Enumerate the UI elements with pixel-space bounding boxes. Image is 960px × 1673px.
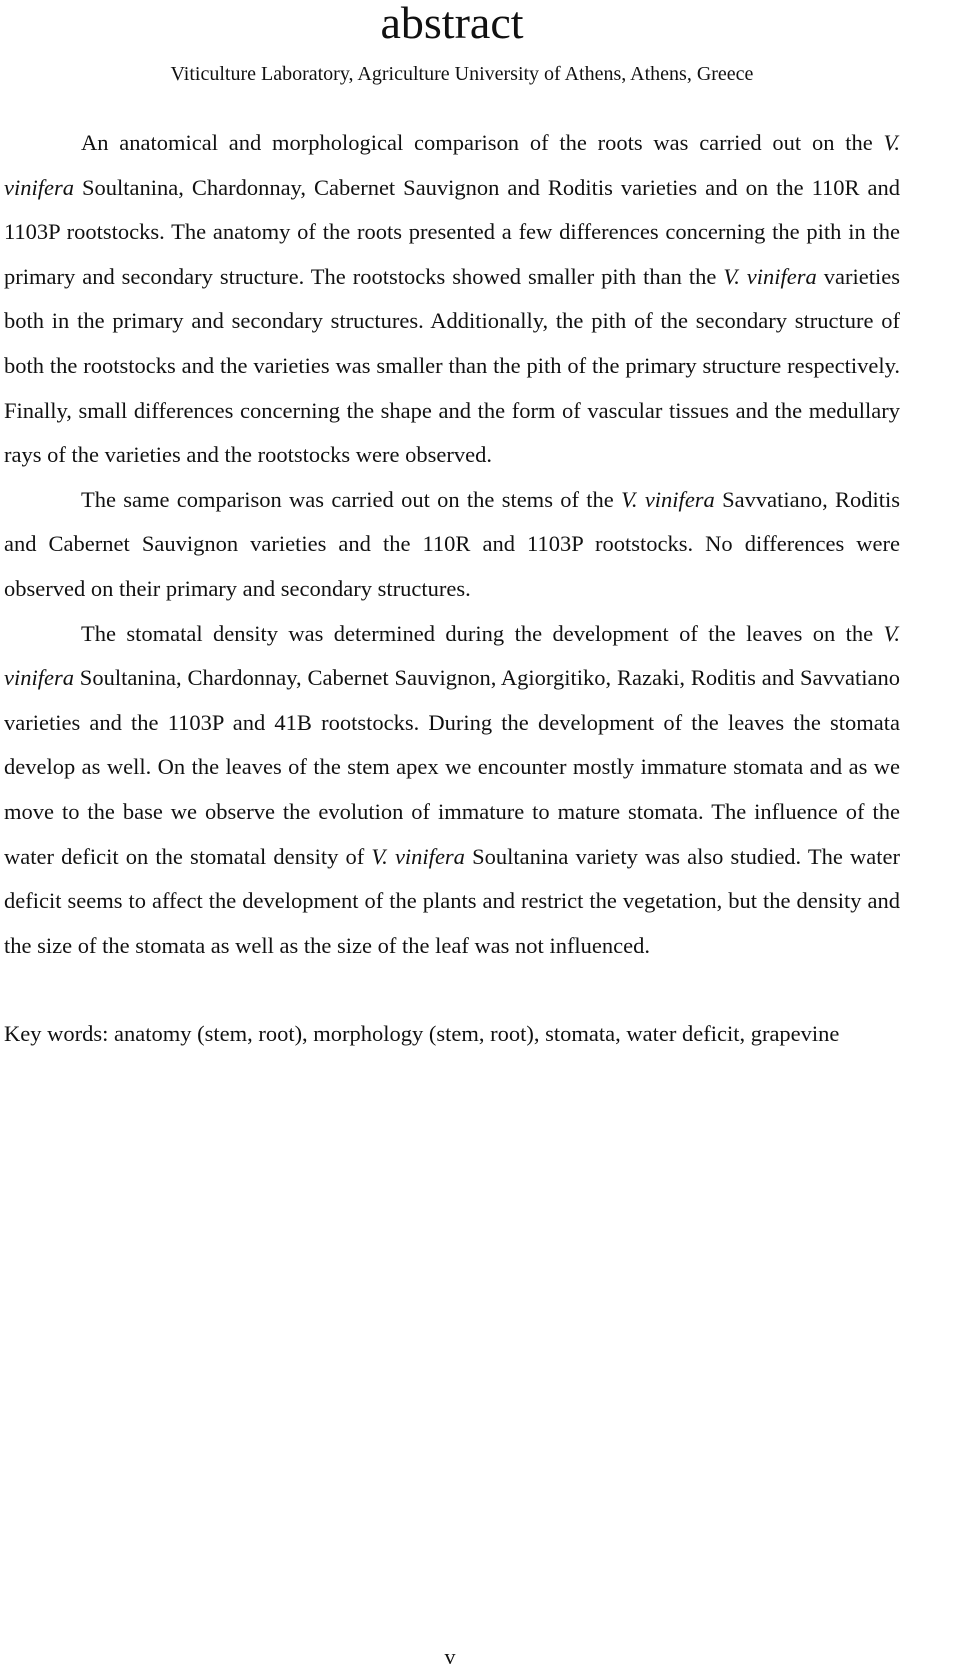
text-segment: varieties both in the primary and secondary structures. Additionally, the pith of the secondary structure of both the rootstocks and the varieties was smaller than the pith of the primary structure respectively. Finally, small differences concerning the shape and the form of vascular tissues and the medullary rays of the varieties and the rootstocks were observed. bbox=[4, 263, 900, 468]
page-title: abstract bbox=[380, 0, 524, 48]
text-segment: The stomatal density was determined during the development of the leaves on the bbox=[81, 620, 884, 646]
abstract-paragraph-stomata bbox=[4, 612, 900, 969]
document-page bbox=[4, 0, 900, 1057]
text-segment: The same comparison was carried out on the stems of the bbox=[81, 486, 622, 512]
italic-species-name: V. vinifera bbox=[371, 843, 465, 869]
text-segment: Savvatiano, Roditis and Cabernet Sauvignon varieties and the 110R and 1103P rootstocks. No differences were observed on their primary and secondary structures. bbox=[4, 486, 901, 601]
text-segment: Soultanina, Chardonnay, Cabernet Sauvignon and Roditis varieties and on the 110R and 1103P rootstocks. The anatomy of the roots presented a few differences concerning the pith in the primary and secondary structure. The rootstocks showed smaller pith than the bbox=[4, 174, 900, 289]
abstract-paragraph-stems bbox=[4, 478, 900, 612]
page-number: v bbox=[444, 1644, 456, 1669]
italic-species-name: V. vinifera bbox=[4, 130, 900, 200]
keywords-line: Key words: anatomy (stem, root), morphology (stem, root), stomata, water deficit, grapevine bbox=[4, 1021, 840, 1047]
italic-species-name: V. vinifera bbox=[723, 263, 817, 289]
italic-species-name: V. vinifera bbox=[621, 486, 715, 512]
affiliation-line: Viticulture Laboratory, Agriculture University of Athens, Athens, Greece bbox=[170, 63, 754, 85]
abstract-paragraph-roots bbox=[4, 121, 900, 478]
text-segment: Soultanina, Chardonnay, Cabernet Sauvignon, Agiorgitiko, Razaki, Roditis and Savvatiano varieties and the 1103P and 41B rootstocks. During the development of the leaves the stomata develop as well. On the leaves of the stem apex we encounter mostly immature stomata and as we move to the base we observe the evolution of immature to mature stomata. The influence of the water deficit on the stomatal density of bbox=[4, 665, 900, 869]
italic-species-name: V. vinifera bbox=[4, 620, 900, 691]
text-segment: Soultanina variety was also studied. The water deficit seems to affect the development of the plants and restrict the vegetation, but the density and the size of the stomata as well as the size of the leaf was not influenced. bbox=[4, 843, 900, 958]
text-segment: An anatomical and morphological comparison of the roots was carried out on the bbox=[81, 130, 884, 155]
